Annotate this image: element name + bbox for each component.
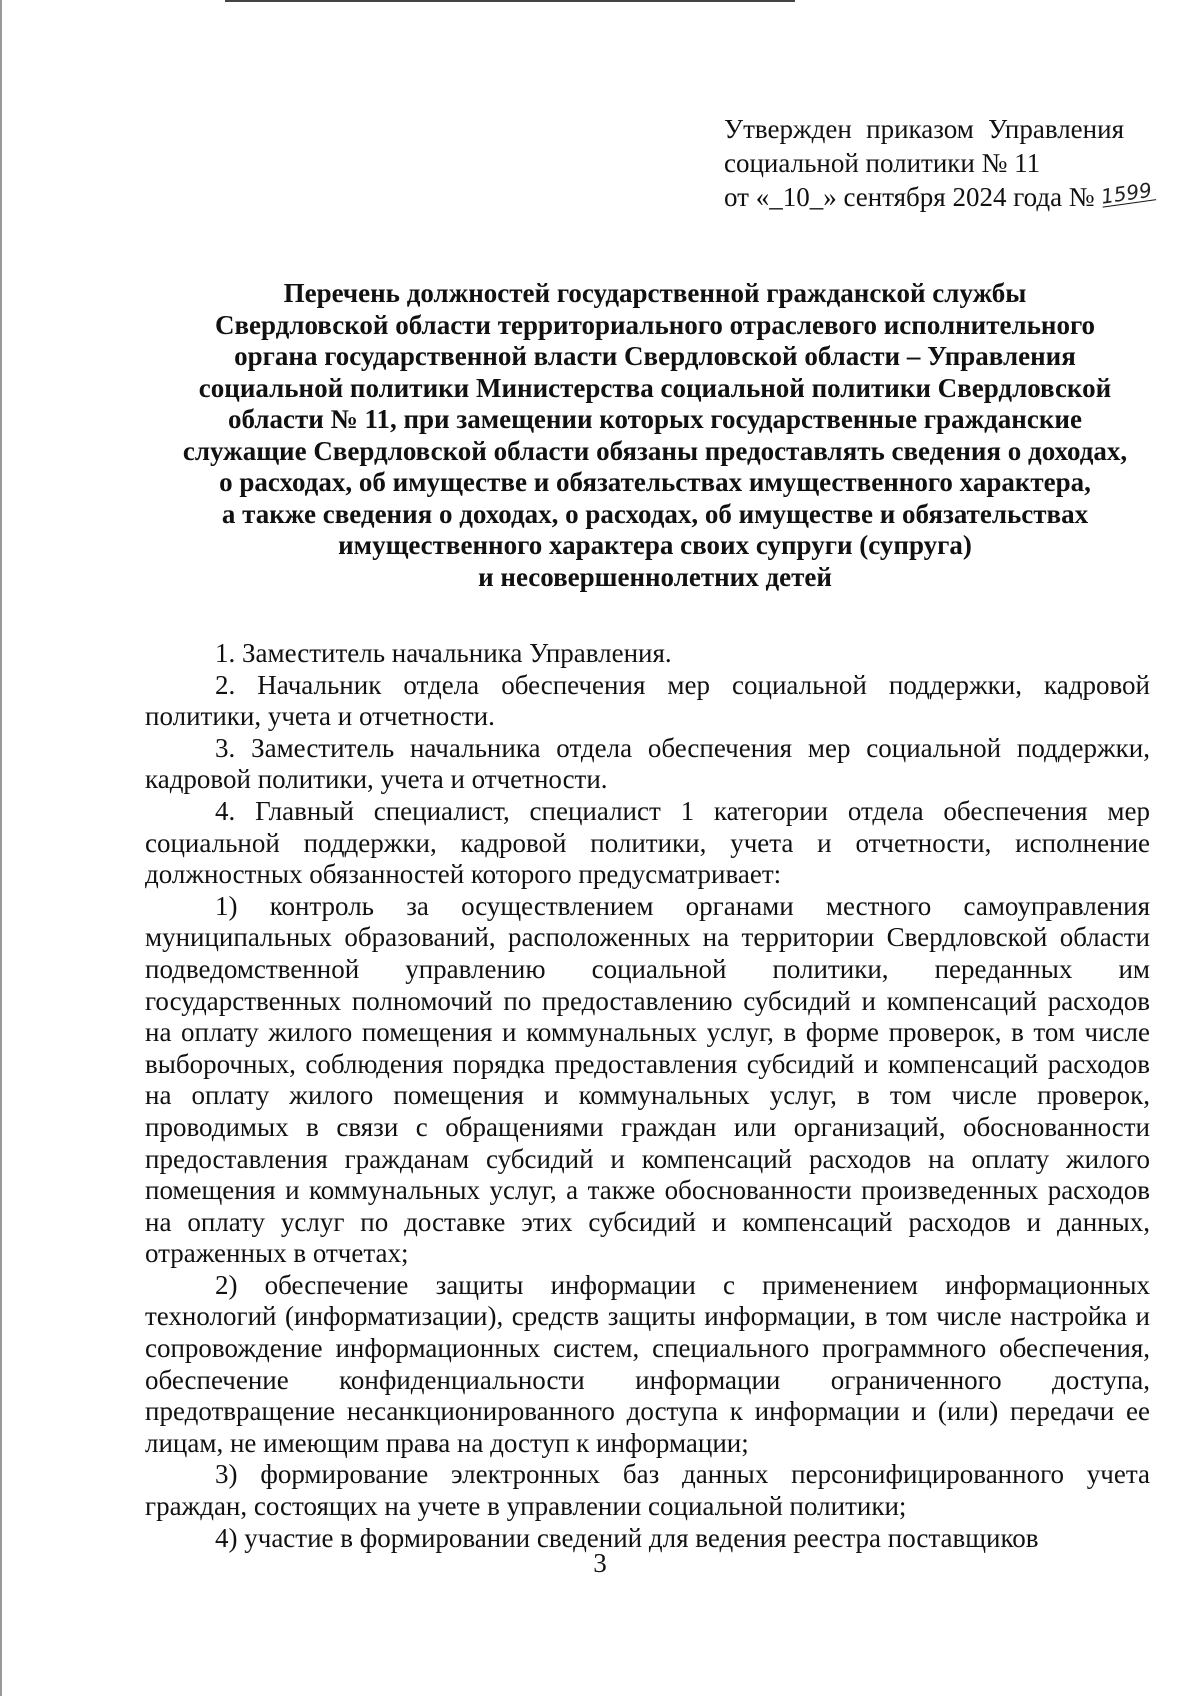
top-rule-divider	[225, 0, 795, 2]
list-item-4: 4. Главный специалист, специалист 1 категории отдела обеспечения мер социальной поддержки, кадровой политики, учета и отчетности, исполнение должностных обязанностей которого предусматривает:	[145, 795, 1150, 890]
approval-line-3	[724, 177, 1154, 214]
title-line: имущественного характера своих супруги (супруга)	[338, 530, 972, 560]
page-number: 3	[593, 1548, 607, 1578]
title-line: Свердловской области территориального отраслевого исполнительного	[214, 309, 1096, 340]
approval-line-1: Утвержден приказом Управления	[724, 114, 1124, 144]
title-line: Перечень должностей государственной гражданской службы	[283, 278, 1027, 308]
approval-date-text: от «_10_» сентября 2024 года №	[724, 182, 1095, 212]
title-line: а также сведения о доходах, о расходах, об имуществе и обязательствах	[221, 498, 1089, 529]
approval-line-2: социальной политики № 11	[724, 148, 1041, 178]
title-line: и несовершеннолетних детей	[478, 561, 832, 592]
list-item-1: 1. Заместитель начальника Управления.	[215, 638, 672, 668]
document-body	[145, 638, 1150, 1554]
document-title	[130, 278, 1180, 593]
sub-item-4: 4) участие в формировании сведений для ведения реестра поставщиков	[215, 1522, 1039, 1553]
sub-item-3: 3) формирование электронных баз данных персонифицированного учета граждан, состоящих на учете в управлении социальной политики;	[145, 1459, 1150, 1522]
list-item-3: 3. Заместитель начальника отдела обеспечения мер социальной поддержки, кадровой политики, учета и отчетности.	[145, 732, 1150, 795]
title-line: служащие Свердловской области обязаны предоставлять сведения о доходах,	[182, 435, 1128, 466]
list-item-2: 2. Начальник отдела обеспечения мер социальной поддержки, кадровой политики, учета и отчетности.	[145, 669, 1150, 732]
title-line: о расходах, об имуществе и обязательствах имущественного характера,	[219, 467, 1091, 497]
approval-stamp-block	[724, 112, 1154, 214]
title-line: органа государственной власти Свердловской области – Управления	[234, 341, 1076, 371]
handwritten-order-number: 1599	[1100, 179, 1156, 207]
page-left-edge	[0, 0, 2, 1696]
title-line: области № 11, при замещении которых государственные гражданские	[228, 404, 1082, 434]
sub-item-2: 2) обеспечение защиты информации с применением информационных технологий (информатизации), средств защиты информации, в том числе настройка и сопровождение информационных систем, специального программного обеспечения, обеспечение конфиденциальности информации ограниченного доступа, предотвращение несанкционированного доступа к информации и (или) передачи ее лицам, не имеющим права на доступ к информации;	[145, 1269, 1150, 1458]
title-line: социальной политики Министерства социальной политики Свердловской	[198, 372, 1112, 403]
sub-item-1: 1) контроль за осуществлением органами местного самоуправления муниципальных образований, расположенных на территории Свердловской области подведомственной управлению социальной политики, переданных им государственных полномочий по предоставлению субсидий и компенсаций расходов на оплату жилого помещения и коммунальных услуг, в форме проверок, в том числе выборочных, соблюдения порядка предоставления субсидий и компенсаций расходов на оплату жилого помещения и коммунальных услуг, в том числе проверок, проводимых в связи с обращениями граждан или организаций, обоснованности предоставления гражданам субсидий и компенсаций расходов на оплату жилого помещения и коммунальных услуг, а также обоснованности произведенных расходов на оплату услуг по доставке этих субсидий и компенсаций расходов и данных, отраженных в отчетах;	[145, 890, 1150, 1269]
